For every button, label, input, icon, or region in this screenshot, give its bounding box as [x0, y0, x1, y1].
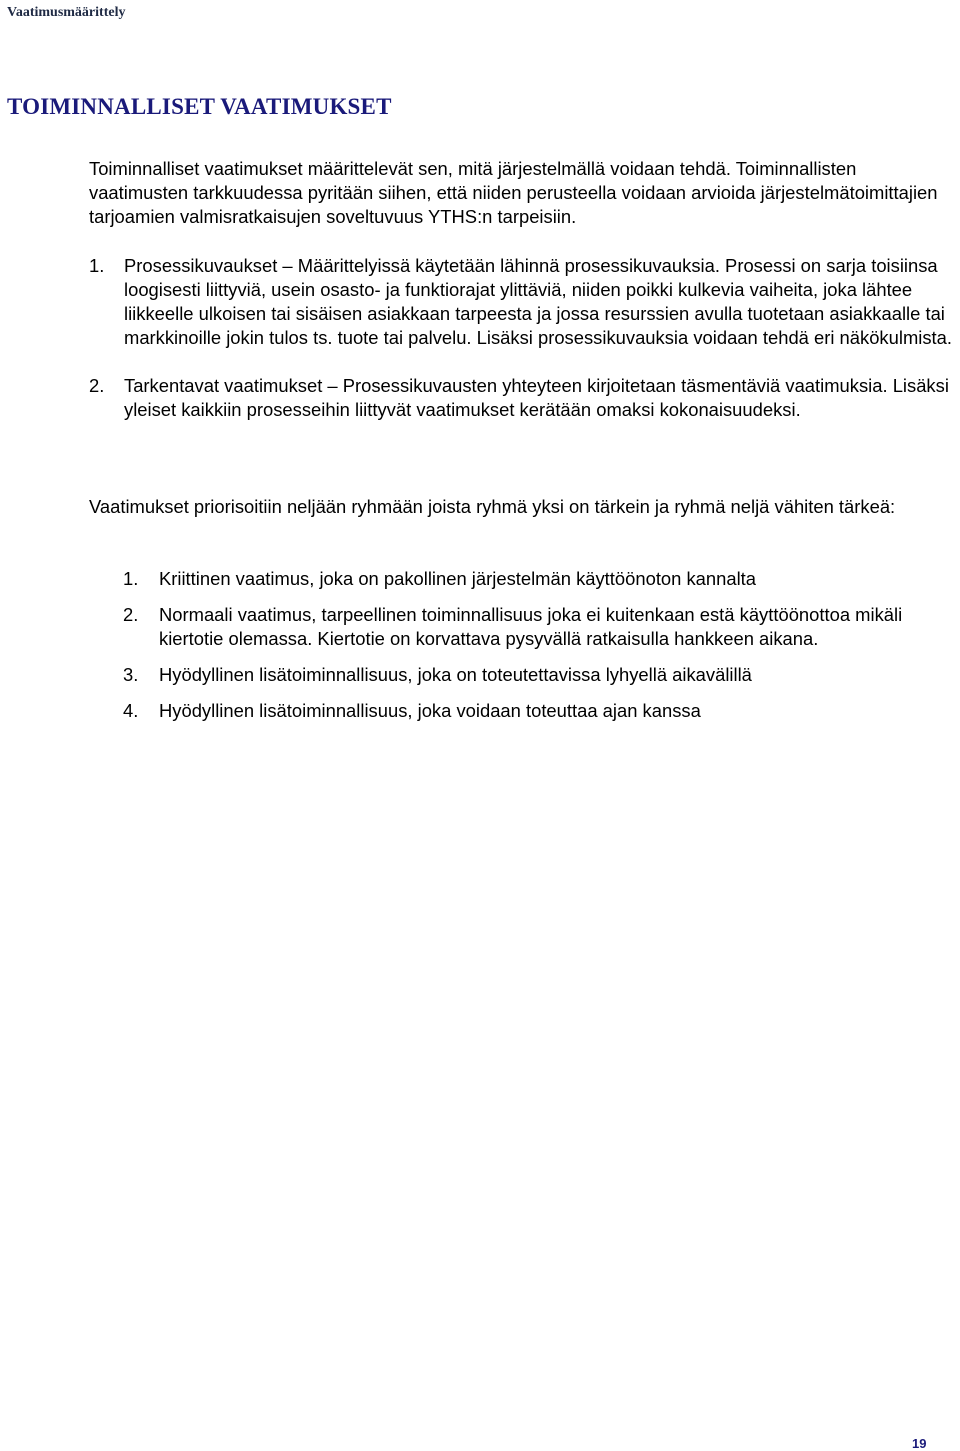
process-item-text: Prosessikuvaukset – Määrittelyissä käytetään lähinnä prosessikuvauksia. Prosessi on sarja toisiinsa loogisesti liittyviä, usein osasto- ja funktiorajat ylittäviä, niiden poikki kulkevia vaiheita, joka lähtee liikkeelle ulkoisen tai sisäisen asiakkaan tarpeesta ja jossa resurssien avulla tuotetaan asiakkaalle tai markkinoille jokin tulos ts. tuote tai palvelu. Lisäksi prosessikuvauksia voidaan tehdä eri näkökulmista. [124, 255, 952, 348]
priority-item-text: Hyödyllinen lisätoiminnallisuus, joka on toteutettavissa lyhyellä aikavälillä [159, 664, 752, 685]
process-item [89, 374, 954, 422]
priority-item-number: 3. [123, 664, 139, 685]
priority-item-text: Normaali vaatimus, tarpeellinen toiminnallisuus joka ei kuitenkaan estä käyttöönottoa mikäli kiertotie olemassa. Kiertotie on korvattava pysyvällä ratkaisulla hankkeen aikana. [159, 604, 903, 649]
priority-item-text: Kriittinen vaatimus, joka on pakollinen järjestelmän käyttöönoton kannalta [159, 568, 757, 589]
process-list [89, 254, 954, 422]
priority-item [123, 603, 960, 651]
priority-item [123, 663, 960, 687]
process-item-number: 2. [89, 375, 105, 396]
running-header: Vaatimusmäärittely [7, 5, 126, 20]
priority-item [123, 699, 960, 723]
priority-item-number: 1. [123, 568, 139, 589]
priority-list [123, 567, 960, 723]
page-number: 19 [912, 1436, 927, 1451]
priority-item-number: 2. [123, 604, 139, 625]
priority-item-text: Hyödyllinen lisätoiminnallisuus, joka voidaan toteuttaa ajan kanssa [159, 700, 701, 721]
section-title: TOIMINNALLISET VAATIMUKSET [7, 94, 392, 119]
process-item-number: 1. [89, 255, 105, 276]
priority-item [123, 567, 960, 591]
process-item-text: Tarkentavat vaatimukset – Prosessikuvausten yhteyteen kirjoitetaan täsmentäviä vaatimuksia. Lisäksi yleiset kaikkiin prosesseihin liittyvät vaatimukset kerätään omaksi kokonaisuudeksi. [124, 375, 949, 420]
priority-item-number: 4. [123, 700, 139, 721]
priority-intro: Vaatimukset priorisoitiin neljään ryhmään joista ryhmä yksi on tärkein ja ryhmä neljä vähiten tärkeä: [89, 496, 896, 517]
intro-paragraph: Toiminnalliset vaatimukset määrittelevät sen, mitä järjestelmällä voidaan tehdä. Toiminnallisten vaatimusten tarkkuudessa pyritään siihen, että niiden perusteella voidaan arvioida järjestelmätoimittajien tarjoamien valmisratkaisujen soveltuvuus YTHS:n tarpeisiin. [89, 158, 938, 227]
process-item [89, 254, 954, 350]
